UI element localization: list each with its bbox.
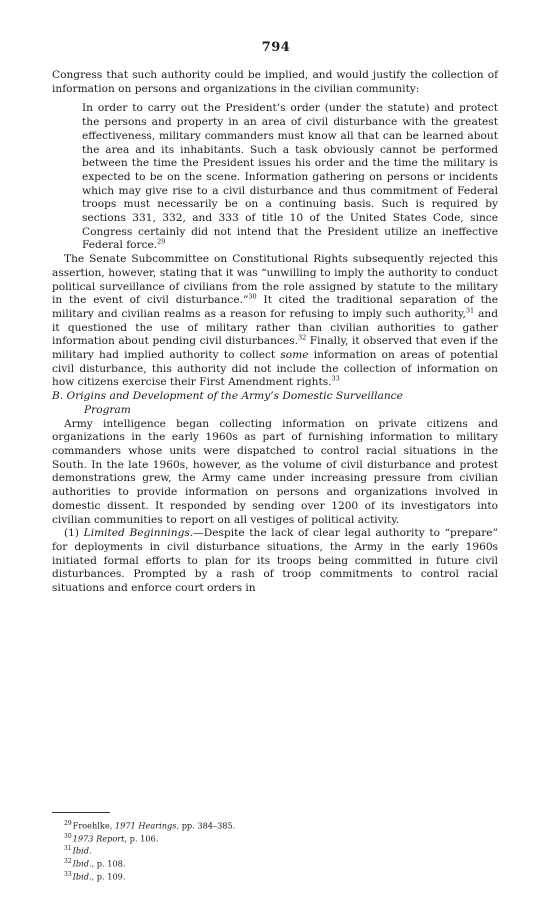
footnote-ref-31[interactable]: 31 [465, 306, 475, 315]
body-text [52, 69, 498, 596]
subsection-number: (1) [64, 527, 84, 540]
footnote-30: $^{30}$1973 Report, p. 106. [64, 832, 159, 844]
page-number: 794 [261, 40, 291, 55]
footnote-33: $^{33}$Ibid., p. 109. [64, 870, 126, 882]
subsection-title: Limited Beginnings. [83, 527, 194, 540]
footnote-ref-29[interactable]: 29 [157, 237, 166, 246]
paragraph-text-e: information on areas of potential civil disturbance, this authority did not include the collection of information on how citizens exercise their First Amendment rights. [52, 349, 498, 389]
emphasis-some: some [280, 349, 309, 362]
subsection-text: —Despite the lack of clear legal authority to “prepare” for deployments in civil disturbance situations, the Army in the early 1960s initiated formal efforts to plan for its troops being committed in future civil disturbances. Prompted by a rash of troop commitments to control racial situations and enforce court orders in [52, 527, 498, 595]
footnote-ref-30[interactable]: 30 [248, 292, 257, 301]
paragraph-text-d: Finally, it observed that even if the military had implied authority to collect [52, 335, 498, 362]
footnote-29: $^{29}$Froehlke, 1971 Hearings, pp. 384–385. [64, 820, 236, 831]
footnote-ref-33[interactable]: 33 [331, 374, 340, 383]
paragraph-text-a: The Senate Subcommittee on Constitutional Rights subsequently rejected this assertion, however, stating that it was “unwilling to imply the authority to conduct political surveillance of civilians from the role assigned by statute to the military in the event of civil disturbance.” [52, 253, 498, 307]
paragraph-continuation: Congress that such authority could be implied, and would justify the collection of information on persons and organizations in the civilian community: [52, 69, 498, 95]
footnote-32: $^{32}$Ibid., p. 108. [64, 857, 126, 869]
footnotes [64, 819, 364, 882]
block-quote-text: In order to carry out the President’s order (under the statute) and protect the persons and property in an area of civil disturbance with the greatest effectiveness, military commanders must know all that can be learned about the area and its inhabitants. Such a task obviously cannot be performed between the time the President issues his order and the time the military is expected to be on the scene. Information gathering on persons or incidents which may give rise to a civil disturbance and thus commitment of Federal troops must necessarily be on a continuing basis. Such is required by sections 331, 332, and 333 of title 10 of the United States Code, since Congress certainly did not intend that the President utilize an ineffective Federal force. [82, 102, 498, 252]
block-quote [52, 102, 498, 253]
paragraph-text-b: It cited the traditional separation of the military and civilian realms as a reason for refusing to imply such authority, [52, 294, 498, 320]
section-heading-line1: B. Origins and Development of the Army’s Domestic Surveillance [52, 390, 403, 403]
section-heading-line2: Program [84, 403, 131, 416]
paragraph-text-c: and it questioned the use of military rather than civilian authorities to gather information about pending civil disturbances. [52, 307, 498, 348]
footnote-31: $^{31}$Ibid. [64, 845, 92, 857]
paragraph-army-intelligence: Army intelligence began collecting information on private citizens and organizations in the early 1960s as part of furnishing information to military commanders whose units were dispatched to control racial situations in the South. In the late 1960s, however, as the volume of civil disturbance and protest demonstrations grew, the Army came under increasing pressure from civilian authorities to provide information on persons and organizations involved in domestic dissent. It responded by sending over 1200 of its investigators into civilian communities to report on all vestiges of political activity. [52, 417, 498, 526]
section-heading [52, 390, 498, 417]
footnote-ref-32[interactable]: 32 [297, 333, 307, 342]
paragraph-senate-subcommittee [52, 253, 498, 390]
paragraph-limited-beginnings [52, 527, 498, 596]
footnote-divider [52, 812, 110, 813]
